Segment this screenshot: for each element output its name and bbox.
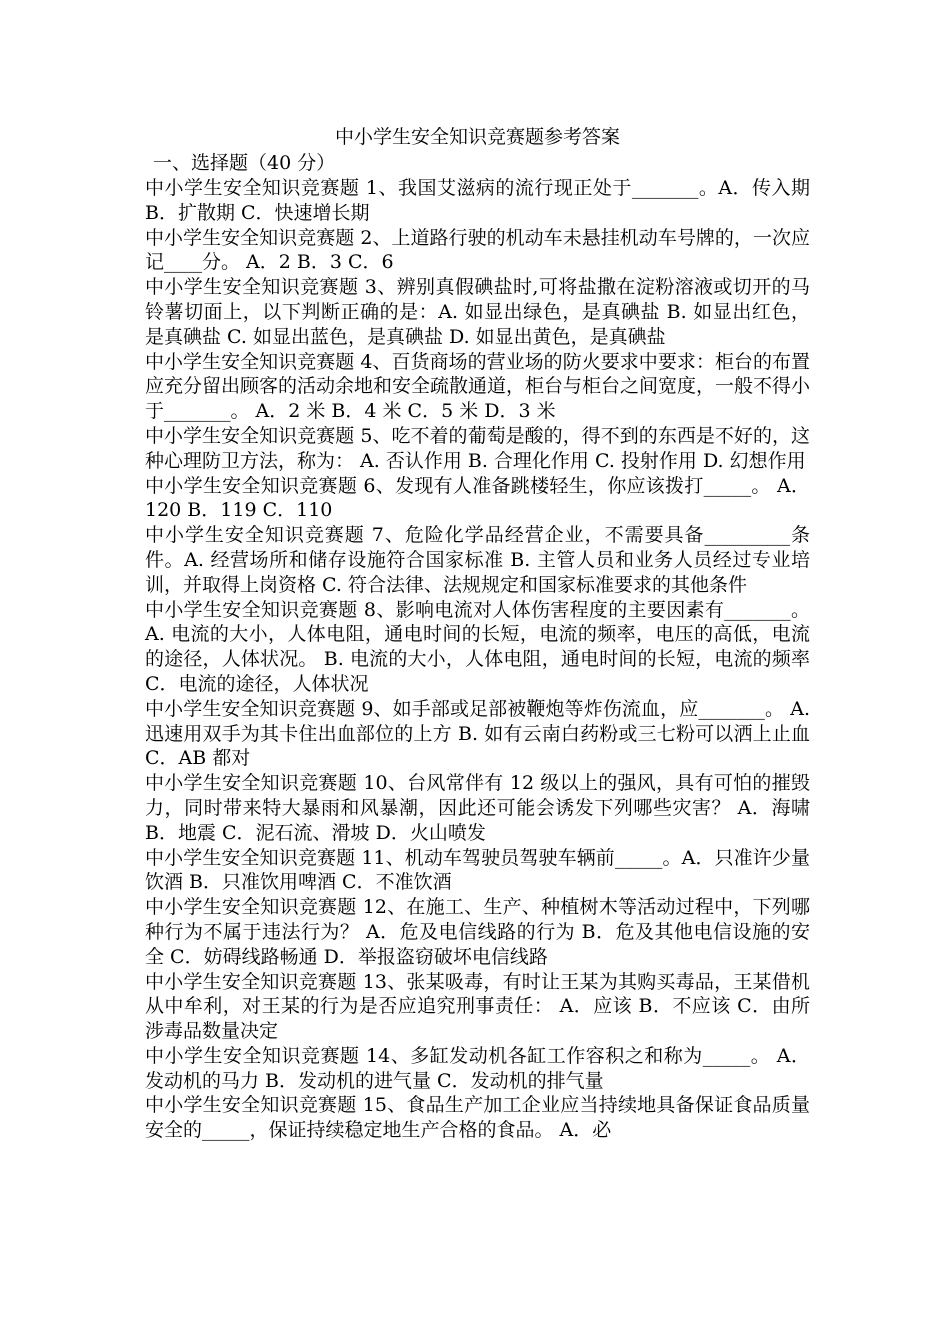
question-item: 中小学生安全知识竞赛题 1、我国艾滋病的流行现正处于_______。A．传入期 B．扩散期 C．快速增长期 [145,177,810,224]
question-item: 中小学生安全知识竞赛题 7、危险化学品经营企业，不需要具备_________条件。A. 经营场所和储存设施符合国家标准 B. 主管人员和业务人员经过专业培训，并取得上岗资格 C. 符合法律、法规规定和国家标准要求的其他条件 [145,524,810,596]
question-item: 中小学生安全知识竞赛题 13、张某吸毒，有时让王某为其购买毒品，王某借机从中牟利，对王某的行为是否应追究刑事责任： A．应该 B．不应该 C．由所涉毒品数量决定 [145,970,810,1043]
question-item: 中小学生安全知识竞赛题 3、辨别真假碘盐时,可将盐撒在淀粉溶液或切开的马铃薯切面上，以下判断正确的是：A. 如显出绿色，是真碘盐 B. 如显出红色，是真碘盐 C. 如显出蓝色，是真碘盐 D. 如显出黄色，是真碘盐 [145,276,810,348]
question-item: 中小学生安全知识竞赛题 2、上道路行驶的机动车未悬挂机动车号牌的，一次应记____分。 A．2 B．3 C．6 [145,226,810,274]
question-item: 中小学生安全知识竞赛题 14、多缸发动机各缸工作容积之和称为_____。 A．发动机的马力 B．发动机的进气量 C．发动机的排气量 [145,1044,810,1092]
question-item: 中小学生安全知识竞赛题 11、机动车驾驶员驾驶车辆前_____。A．只准许少量饮酒 B．只准饮用啤酒 C．不准饮酒 [145,846,810,894]
question-item: 中小学生安全知识竞赛题 5、吃不着的葡萄是酸的，得不到的东西是不好的，这种心理防卫方法，称为： A. 否认作用 B. 合理化作用 C. 投射作用 D. 幻想作用 [145,424,810,472]
question-item: 中小学生安全知识竞赛题 10、台风常伴有 12 级以上的强风，具有可怕的摧毁力，同时带来特大暴雨和风暴潮，因此还可能会诱发下列哪些灾害？ A．海啸 B．地震 C．泥石流、滑坡 D．火山喷发 [145,772,810,844]
question-item: 中小学生安全知识竞赛题 6、发现有人准备跳楼轻生，你应该拨打_____。 A．120 B．119 C．110 [145,474,810,522]
question-item: 中小学生安全知识竞赛题 12、在施工、生产、种植树木等活动过程中，下列哪种行为不属于违法行为？ A．危及电信线路的行为 B．危及其他电信设施的安全 C．妨碍线路畅通 D．举报盗窃破坏电信线路 [145,896,810,968]
document-page [145,124,810,1143]
question-item: 中小学生安全知识竞赛题 4、百货商场的营业场的防火要求中要求：柜台的布置应充分留出顾客的活动余地和安全疏散通道，柜台与柜台之间宽度，一般不得小于_______。 A．2 米 B．4 米 C．5 米 D．3 米 [145,350,811,423]
section-heading: 一、选择题（40 分） [153,152,336,174]
question-item: 中小学生安全知识竞赛题 8、影响电流对人体伤害程度的主要因素有_______。 A. 电流的大小，人体电阻，通电时间的长短，电流的频率，电压的高低，电流的途径，人体状况。 B. 电流的大小，人体电阻，通电时间的长短，电流的频率 C．电流的途径，人体状况 [145,598,810,695]
page-title: 中小学生安全知识竞赛题参考答案 [334,126,620,148]
question-item: 中小学生安全知识竞赛题 15、食品生产加工企业应当持续地具备保证食品质量安全的_____，保证持续稳定地生产合格的食品。 A．必 [145,1094,810,1142]
question-item: 中小学生安全知识竞赛题 9、如手部或足部被鞭炮等炸伤流血，应_______。 A. 迅速用双手为其卡住出血部位的上方 B. 如有云南白药粉或三七粉可以洒上止血 C．AB 都对 [145,697,810,770]
